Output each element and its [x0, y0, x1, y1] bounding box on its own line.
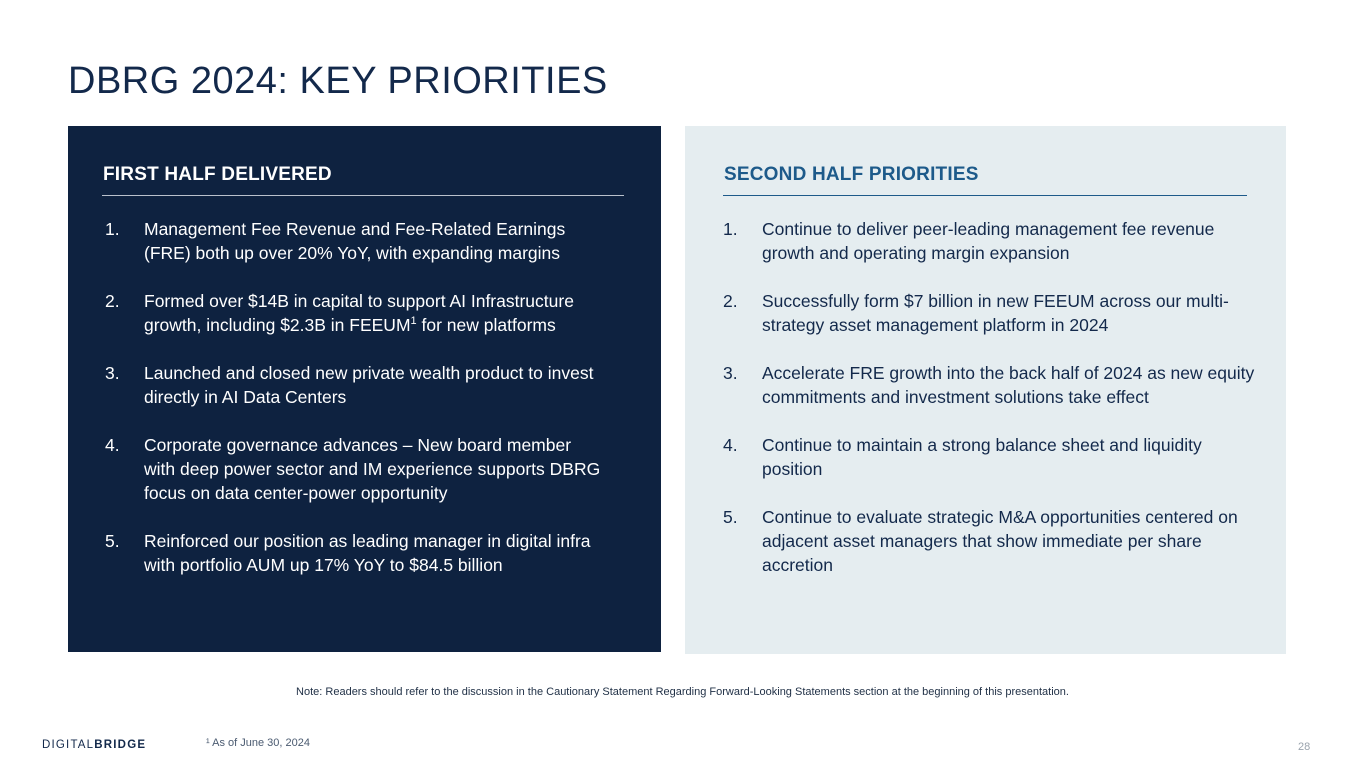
first-half-divider — [102, 195, 624, 196]
list-item — [105, 433, 605, 505]
list-item — [723, 505, 1263, 577]
list-item — [105, 289, 605, 337]
second-half-priorities-panel — [685, 126, 1286, 654]
item-number: 4. — [723, 435, 738, 455]
item-number: 3. — [105, 363, 120, 383]
second-half-divider — [723, 195, 1247, 196]
slide-title: DBRG 2024: KEY PRIORITIES — [68, 60, 608, 102]
item-number: 4. — [105, 435, 120, 455]
logo-text-part: BRIDGE — [94, 739, 147, 751]
first-half-delivered-panel — [68, 126, 661, 652]
second-half-heading: SECOND HALF PRIORITIES — [724, 164, 979, 185]
item-text-part: Formed over $14B in capital to support AI Infrastructure growth, including $2.3B in FEEUM — [144, 291, 574, 335]
item-number: 2. — [105, 291, 120, 311]
item-text: Management Fee Revenue and Fee-Related Earnings (FRE) both up over 20% YoY, with expanding margins — [144, 219, 566, 263]
list-item — [105, 529, 605, 577]
item-text: Reinforced our position as leading manager in digital infra with portfolio AUM up 17% YoY to $84.5 billion — [144, 531, 591, 575]
list-item — [723, 289, 1263, 337]
footnote-marker: 1 — [410, 315, 417, 328]
logo-text-part: DIGITAL — [42, 739, 95, 751]
page-number: 28 — [1298, 741, 1311, 753]
item-text: Launched and closed new private wealth product to invest directly in AI Data Centers — [144, 363, 594, 407]
item-text: Corporate governance advances – New board member with deep power sector and IM experience supports DBRG focus on data center-power opportunity — [144, 435, 601, 503]
first-half-list — [105, 217, 605, 601]
footnote: ¹ As of June 30, 2024 — [206, 737, 310, 749]
item-number: 1. — [723, 219, 738, 239]
item-number: 5. — [723, 507, 738, 527]
list-item — [723, 217, 1263, 265]
digitalbridge-logo — [42, 739, 146, 751]
item-text: Continue to maintain a strong balance sheet and liquidity position — [762, 435, 1202, 479]
item-number: 3. — [723, 363, 738, 383]
first-half-heading: FIRST HALF DELIVERED — [103, 164, 332, 185]
list-item — [723, 361, 1263, 409]
item-text: Continue to evaluate strategic M&A opportunities centered on adjacent asset managers that show immediate per share accretion — [762, 507, 1238, 575]
item-number: 5. — [105, 531, 120, 551]
item-text — [144, 289, 605, 337]
item-text: Accelerate FRE growth into the back half of 2024 as new equity commitments and investment solutions take effect — [762, 363, 1255, 407]
item-number: 1. — [105, 219, 120, 239]
item-text: Successfully form $7 billion in new FEEUM across our multi-strategy asset management platform in 2024 — [762, 291, 1229, 335]
list-item — [723, 433, 1263, 481]
list-item — [105, 217, 605, 265]
list-item — [105, 361, 605, 409]
item-number: 2. — [723, 291, 738, 311]
item-text: Continue to deliver peer-leading management fee revenue growth and operating margin expansion — [762, 219, 1215, 263]
second-half-list — [723, 217, 1263, 601]
disclaimer-note: Note: Readers should refer to the discussion in the Cautionary Statement Regarding Forward-Looking Statements section at the beginning of this presentation. — [296, 686, 1069, 698]
item-text-part: for new platforms — [416, 315, 556, 335]
